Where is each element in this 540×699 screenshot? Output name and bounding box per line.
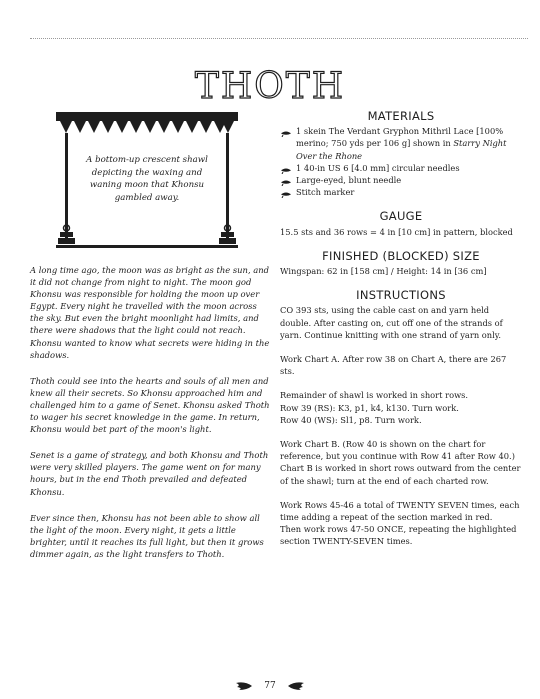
instructions-paragraph: Work Chart B. (Row 40 is shown on the chart for reference, but you continue with Row 41 after Row 40.) <box>280 439 515 462</box>
materials-heading: MATERIALS <box>367 109 435 123</box>
instructions-paragraph: Then work rows 47-50 ONCE, repeating the highlighted section TWENTY-SEVEN times. <box>280 524 517 547</box>
story-paragraph: Thoth could see into the hearts and souls of all men and knew all their secrets. So Khonsu approached him and challenged him to a game of Senet. Khonsu asked Thoth to wager his secret knowledge in the game. In return, Khonsu would bet part of the moon's light. <box>30 375 270 435</box>
eye-of-horus-bullet-icon <box>280 128 292 140</box>
instructions-paragraph: Work Chart A. After row 38 on Chart A, there are 267 sts. <box>280 354 507 377</box>
page-title: THOTH <box>194 66 346 108</box>
page-number: 77 <box>264 681 276 691</box>
instructions-paragraph: Row 40 (WS): Sl1, p8. Turn work. <box>280 414 422 425</box>
page-footer <box>0 681 540 692</box>
left-wing-icon <box>235 681 253 691</box>
size-text: Wingspan: 62 in [158 cm] / Height: 14 in [36 cm] <box>280 266 487 277</box>
size-heading: FINISHED (BLOCKED) SIZE <box>322 248 480 263</box>
materials-item-text: 1 skein The Verdant Gryphon Mithril Lace [100% merino; 750 yds per 106 g] shown in <box>296 126 504 149</box>
instructions-section <box>280 289 522 547</box>
story-column <box>30 264 270 574</box>
materials-item-text: 1 40-in US 6 [4.0 mm] circular needles <box>296 162 460 173</box>
top-dotted-rule <box>30 38 528 39</box>
materials-item-text: Large-eyed, blunt needle <box>296 175 402 186</box>
story-paragraph: A long time ago, the moon was as bright as the sun, and it did not change from night to night. The moon god Khonsu was responsible for holding the moon up over Egypt. Every night he travelled with the moon across the sky. But even the bright moonlight had limits, and there were shadows that the light could not reach. Khonsu wanted to know what secrets were hiding in the shadows. <box>30 265 270 360</box>
materials-list <box>280 125 522 198</box>
caption-frame <box>56 112 238 250</box>
story-paragraph: Senet is a game of strategy, and both Khonsu and Thoth were very skilled players. The game went on for many hours, but in the end Thoth prevailed and defeated Khonsu. <box>30 450 269 497</box>
materials-item <box>280 186 522 198</box>
materials-item-colorway: Starry Night Over the Rhone <box>296 138 507 161</box>
materials-item <box>280 125 522 162</box>
gauge-heading: GAUGE <box>379 209 423 224</box>
materials-item <box>280 162 522 174</box>
frame-caption: A bottom-up crescent shawl depicting the waxing and waning moon that Khonsu gambled away. <box>86 155 208 203</box>
right-wing-icon <box>287 681 305 691</box>
instructions-paragraph: Work Rows 45-46 a total of TWENTY SEVEN times, each time adding a repeat of the section marked in red. <box>280 499 520 523</box>
instructions-paragraph: Row 39 (RS): K3, p1, k4, k130. Turn work. <box>280 402 459 413</box>
instructions-paragraph: CO 393 sts, using the cable cast on and yarn held double. After casting on, cut off one of the strands of yarn. Continue knitting with one strand of yarn only. <box>280 305 503 340</box>
instructions-paragraph: Remainder of shawl is worked in short rows. <box>280 390 469 401</box>
story-paragraph: Ever since then, Khonsu has not been able to show all the light of the moon. Every night, it gets a little brighter, until it reaches its full light, but then it grows dimmer again, as the light transfers to Thoth. <box>30 512 264 559</box>
materials-item-text: Stitch marker <box>296 187 355 198</box>
eye-of-horus-bullet-icon <box>280 189 292 201</box>
materials-item <box>280 174 522 186</box>
pattern-column <box>280 110 522 548</box>
instructions-paragraph: Chart B is worked in short rows outward from the center of the shawl; turn at the end of each charted row. <box>280 463 521 486</box>
gauge-text: 15.5 sts and 36 rows = 4 in [10 cm] in pattern, blocked <box>280 226 513 237</box>
instructions-heading: INSTRUCTIONS <box>356 288 446 303</box>
